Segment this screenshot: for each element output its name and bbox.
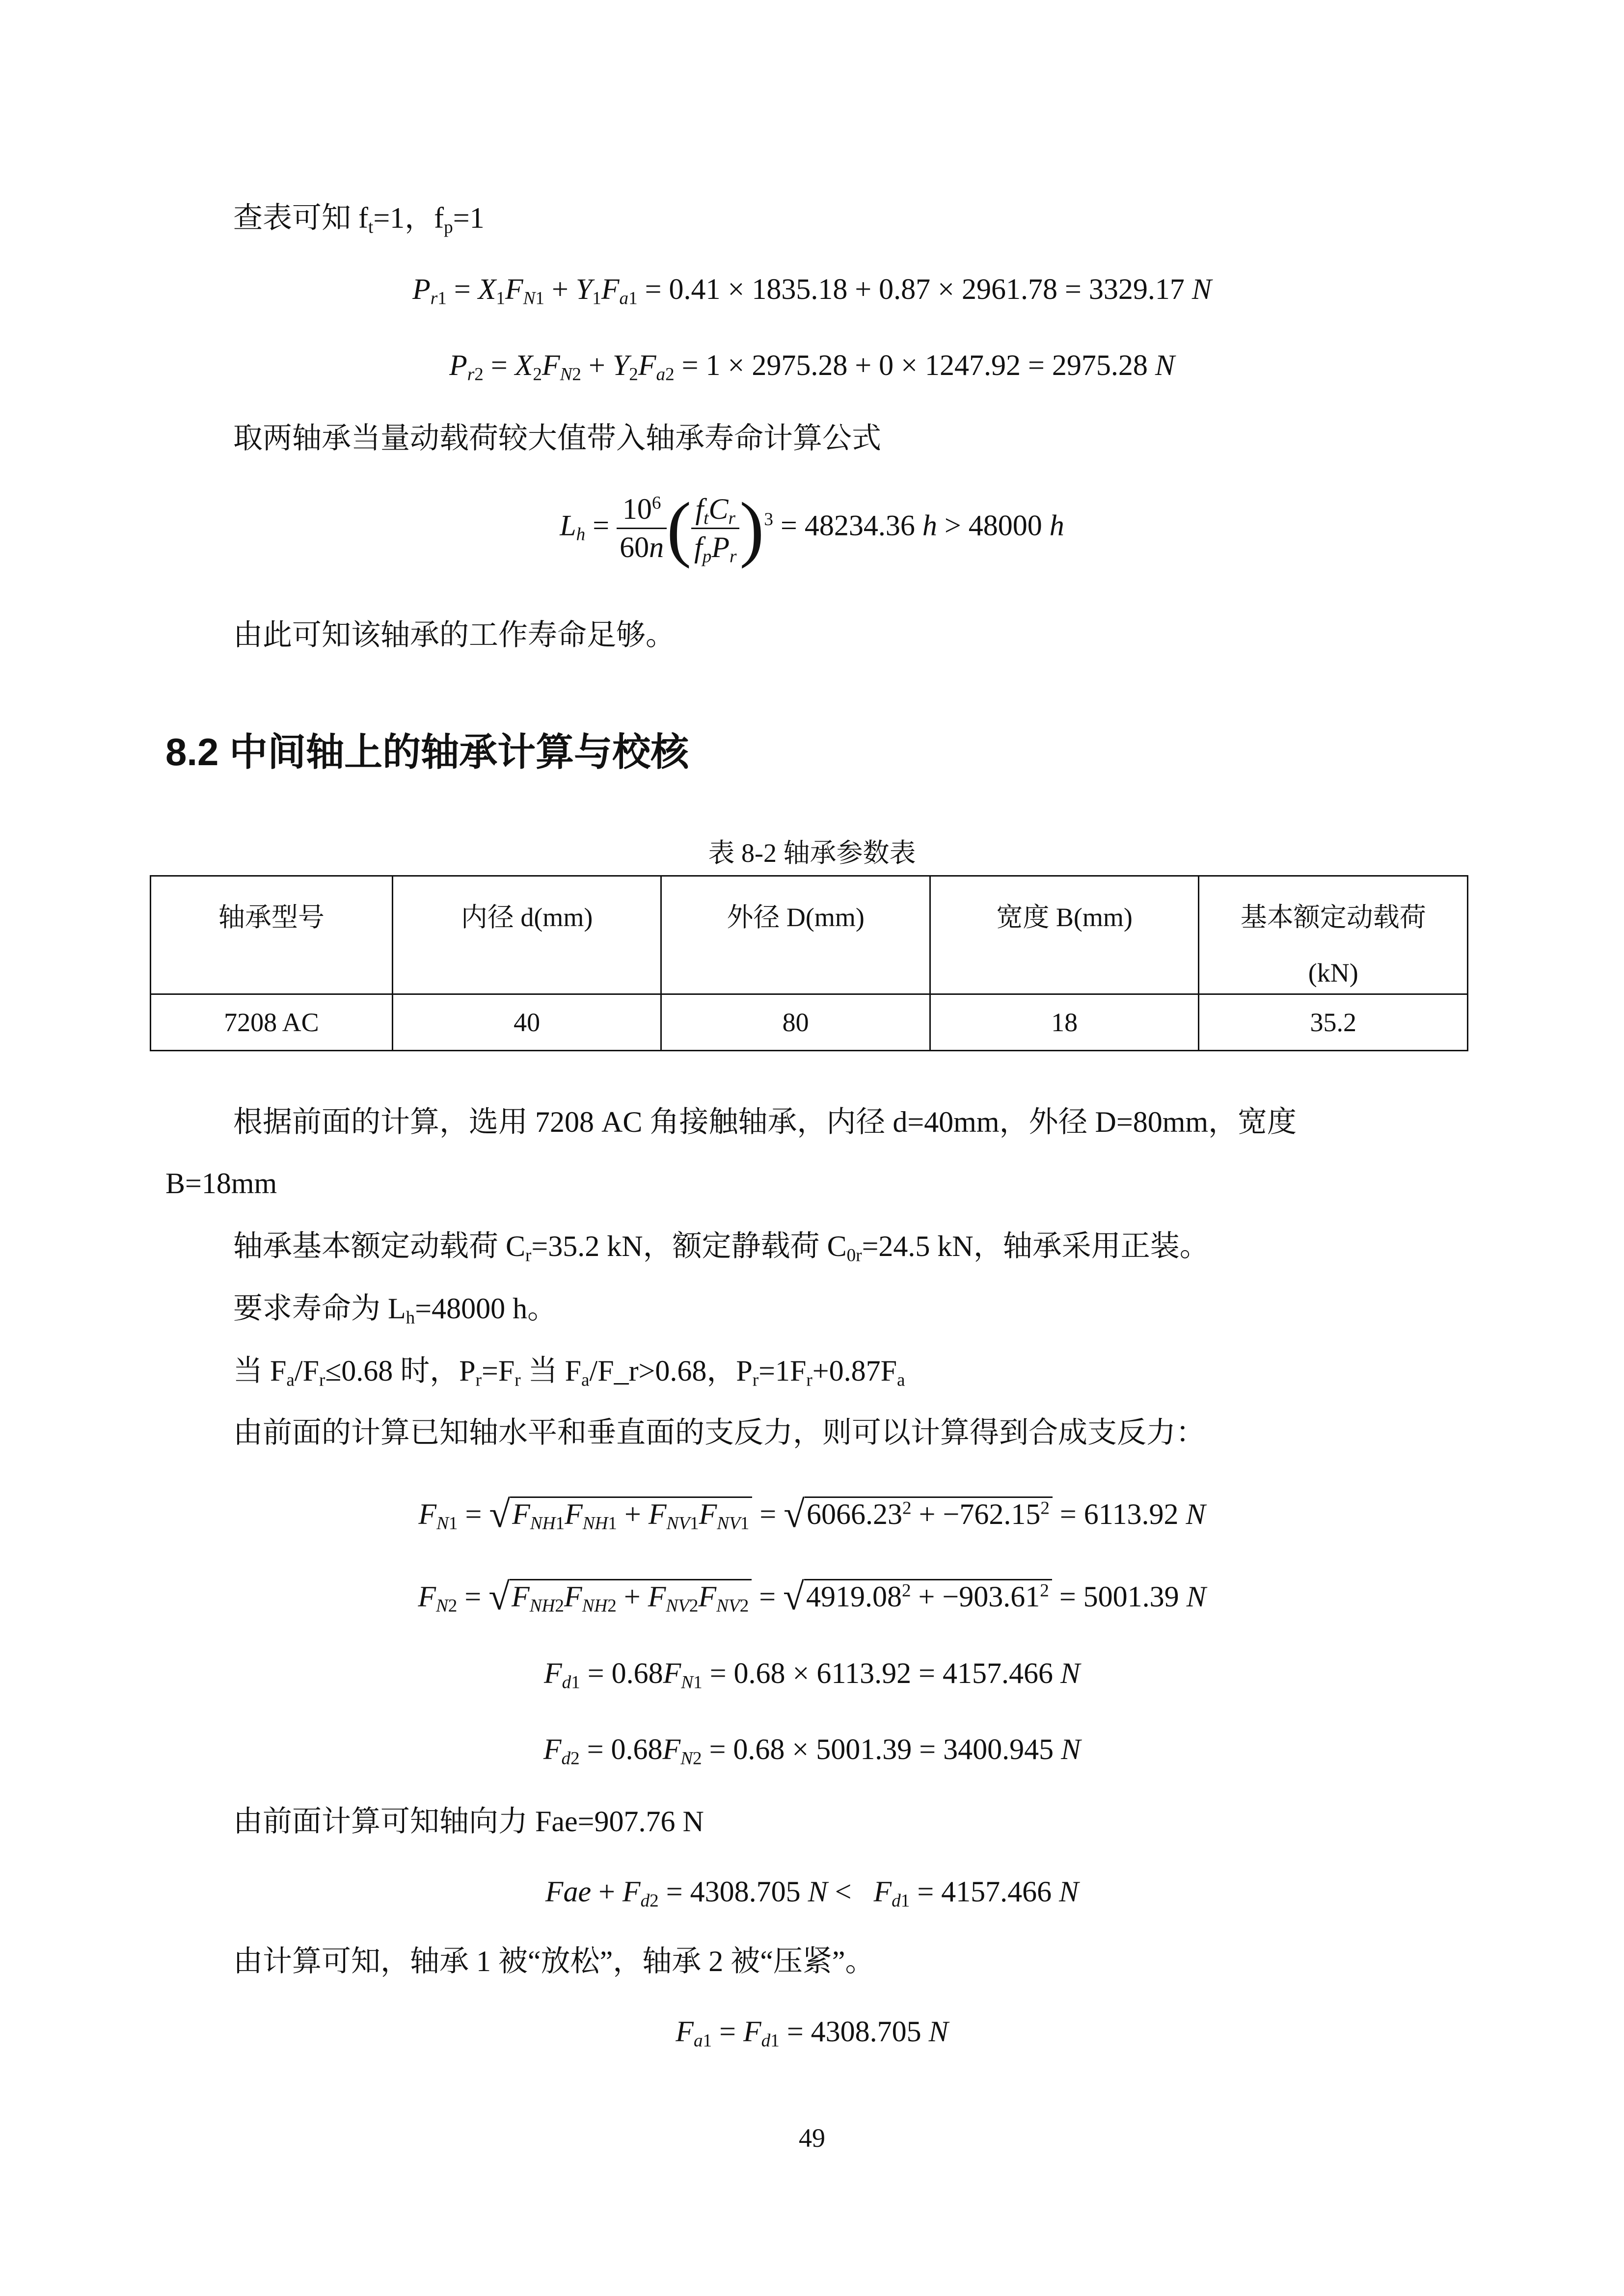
table-cell: 40 (392, 994, 661, 1051)
paragraph-life-formula-intro: 取两轴承当量动载荷较大值带入轴承寿命计算公式 (233, 422, 881, 454)
table-cell: 35.2 (1199, 994, 1468, 1051)
equation-fa1: $F_{a1} = F_{d1} = 4308.705$ N (676, 2015, 948, 2051)
paragraph-axial-force: 由前面计算可知轴向力 Fae=907.76 N (233, 1805, 704, 1838)
paragraph-factors: 查表可知 $f_t=1$，$f_p=1$ (233, 202, 485, 238)
section-heading: 8.2 中间轴上的轴承计算与校核 (165, 730, 689, 774)
table-cell: 7208 AC (151, 994, 393, 1051)
paragraph-selection-line2: B=18mm (165, 1167, 277, 1200)
table-cell: 18 (930, 994, 1199, 1051)
table-header-row (151, 876, 1468, 994)
paragraph-load-condition: 当 $F_a/F_r\le 0.68$ 时，$P_r=F_r$ 当 $F_a/F\_r>0.68$，$P_r=1F_r+0.87F_a$ (233, 1355, 905, 1390)
paragraph-reaction-forces: 由前面的计算已知轴水平和垂直面的支反力，则可以计算得到合成支反力： (233, 1416, 1205, 1449)
page-number: 49 (799, 2123, 825, 2153)
table-header-cell: 外径 D(mm) (661, 876, 930, 994)
table-cell: 80 (661, 994, 930, 1051)
table-row (151, 994, 1468, 1051)
table-header-cell: 基本额定动载荷 (kN) (1199, 876, 1468, 994)
equation-fd2: $F_{d2} = 0.68F_{N2} = 0.68 \times 5001.39 = 3400.945$ N (543, 1733, 1081, 1769)
table-header-cell: 宽度 B(mm) (930, 876, 1199, 994)
equation-pr2: $P_{r2} = X_2F_{N2} + Y_2F_{a2} = 1 \times 2975.28 + 0 \times 1247.92 = 2975.28$ N (449, 349, 1175, 385)
equation-fn2: $F_{N2} = √F_{NH2}F_{NH2} + F_{NV2}F_{NV2} = √4919.08^2 + -903.61^2 = 5001.39$ N (418, 1575, 1206, 1618)
paragraph-bearing-state: 由计算可知，轴承 1 被“放松”，轴承 2 被“压紧”。 (233, 1945, 875, 1977)
bearing-parameter-table (150, 875, 1468, 1051)
equation-life: $L_h$ = $\frac{10^6}{60n}$ ( $\frac{f_tC_r}{f_pP_r}$ )$^3$ = 48234.36 h > 48000 h (560, 487, 1064, 569)
paragraph-load-ratings: 轴承基本额定动载荷 $C_r=35.2$ kN，额定静载荷 $C_{0r}=24.5$ kN，轴承采用正装。 (233, 1230, 1209, 1266)
equation-fn1: $F_{N1} = √F_{NH1}F_{NH1} + F_{NV1}F_{NV1} = √6066.23^2 + -762.15^2 = 6113.92$ N (418, 1493, 1206, 1535)
table-caption: 表 8-2 轴承参数表 (708, 838, 916, 868)
equation-pr1: $P_{r1} = X_1F_{N1} + Y_1F_{a1} = 0.41 \times 1835.18 + 0.87 \times 2961.78 = 3329.17$ N (412, 273, 1212, 309)
paragraph-required-life: 要求寿命为 $L_h=48000$ h。 (233, 1292, 557, 1328)
equation-fae: Fae + $F_{d2} = 4308.705$ $N < F_{d1} = 4157.466$ N (545, 1875, 1079, 1911)
paragraph-selection-line1: 根据前面的计算，选用 7208 AC 角接触轴承，内径 d=40mm，外径 D=80mm，宽度 (233, 1106, 1297, 1138)
paragraph-life-conclusion: 由此可知该轴承的工作寿命足够。 (233, 619, 675, 651)
table-header-cell: 轴承型号 (151, 876, 393, 994)
table-header-cell: 内径 d(mm) (392, 876, 661, 994)
equation-fd1: $F_{d1} = 0.68F_{N1} = 0.68 \times 6113.92 = 4157.466$ N (543, 1657, 1081, 1693)
